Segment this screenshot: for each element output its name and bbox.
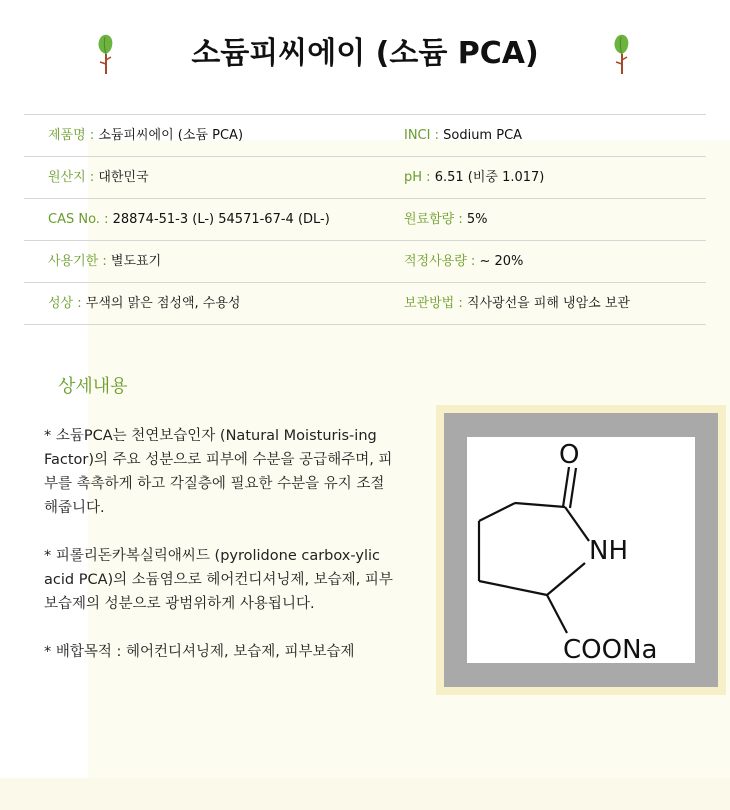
bond — [563, 467, 569, 507]
info-row — [24, 241, 706, 283]
field-value: 무색의 맑은 점성액, 수용성 — [85, 296, 241, 311]
field-label: pH : — [404, 170, 431, 185]
bond — [570, 468, 576, 508]
detail-paragraph: * 피롤리돈카복실릭애씨드 (pyrolidone carbox-ylic acid PCA)의 소듐염으로 헤어컨디셔닝제, 보습제, 피부 보습제의 성분으로 광범위하게 사용됩니다. — [44, 548, 393, 612]
page-title: 소듐피씨에이 (소듐 PCA) — [191, 36, 539, 71]
field-value: 28874-51-3 (L-) 54571-67-4 (DL-) — [112, 212, 330, 227]
pca-structure-diagram — [467, 437, 695, 663]
field-label: CAS No. : — [48, 212, 109, 227]
field-label: 사용기한 : — [48, 254, 107, 269]
bond — [479, 581, 547, 595]
field-value: 6.51 (비중 1.017) — [434, 170, 545, 185]
field-label: 보관방법 : — [404, 296, 463, 311]
info-row — [24, 157, 706, 199]
field-value: 소듐피씨에이 (소듐 PCA) — [98, 128, 244, 143]
field-label: 제품명 : — [48, 128, 95, 143]
structure-border — [444, 413, 718, 687]
field-label: 원산지 : — [48, 170, 95, 185]
info-row — [24, 283, 706, 325]
field-value: Sodium PCA — [443, 128, 523, 143]
atom-label-nh: NH — [589, 536, 628, 566]
detail-heading: 상세내용 — [58, 376, 128, 397]
product-info-table — [24, 114, 706, 325]
info-row — [24, 115, 706, 157]
field-value: 별도표기 — [110, 254, 162, 269]
bond — [547, 595, 567, 633]
bond — [515, 503, 565, 507]
sprout-icon — [610, 32, 634, 76]
field-label: 성상 : — [48, 296, 82, 311]
field-label: INCI : — [404, 128, 439, 143]
field-value: ~ 20% — [479, 254, 524, 269]
detail-description — [44, 424, 396, 688]
field-value: 대한민국 — [98, 170, 149, 185]
bond — [479, 503, 515, 521]
bond — [547, 563, 585, 595]
group-label-coona: COONa — [563, 635, 658, 663]
field-label: 원료함량 : — [404, 212, 463, 227]
atom-label-o: O — [559, 440, 580, 470]
field-value: 직사광선을 피해 냉암소 보관 — [466, 296, 630, 311]
chemical-structure-image — [467, 437, 695, 663]
field-value: 5% — [466, 212, 488, 227]
detail-paragraph: * 배합목적 : 헤어컨디셔닝제, 보습제, 피부보습제 — [44, 644, 355, 660]
info-row — [24, 199, 706, 241]
bond — [565, 507, 589, 541]
structure-figure — [436, 405, 726, 695]
detail-paragraph: * 소듐PCA는 천연보습인자 (Natural Moisturis-ing Factor)의 주요 성분으로 피부에 수분을 공급해주며, 피부를 촉촉하게 하고 각질층에 필요한 수분을 유지 조절해줍니다. — [44, 428, 393, 516]
bottom-band — [0, 778, 730, 810]
field-label: 적정사용량 : — [404, 254, 476, 269]
